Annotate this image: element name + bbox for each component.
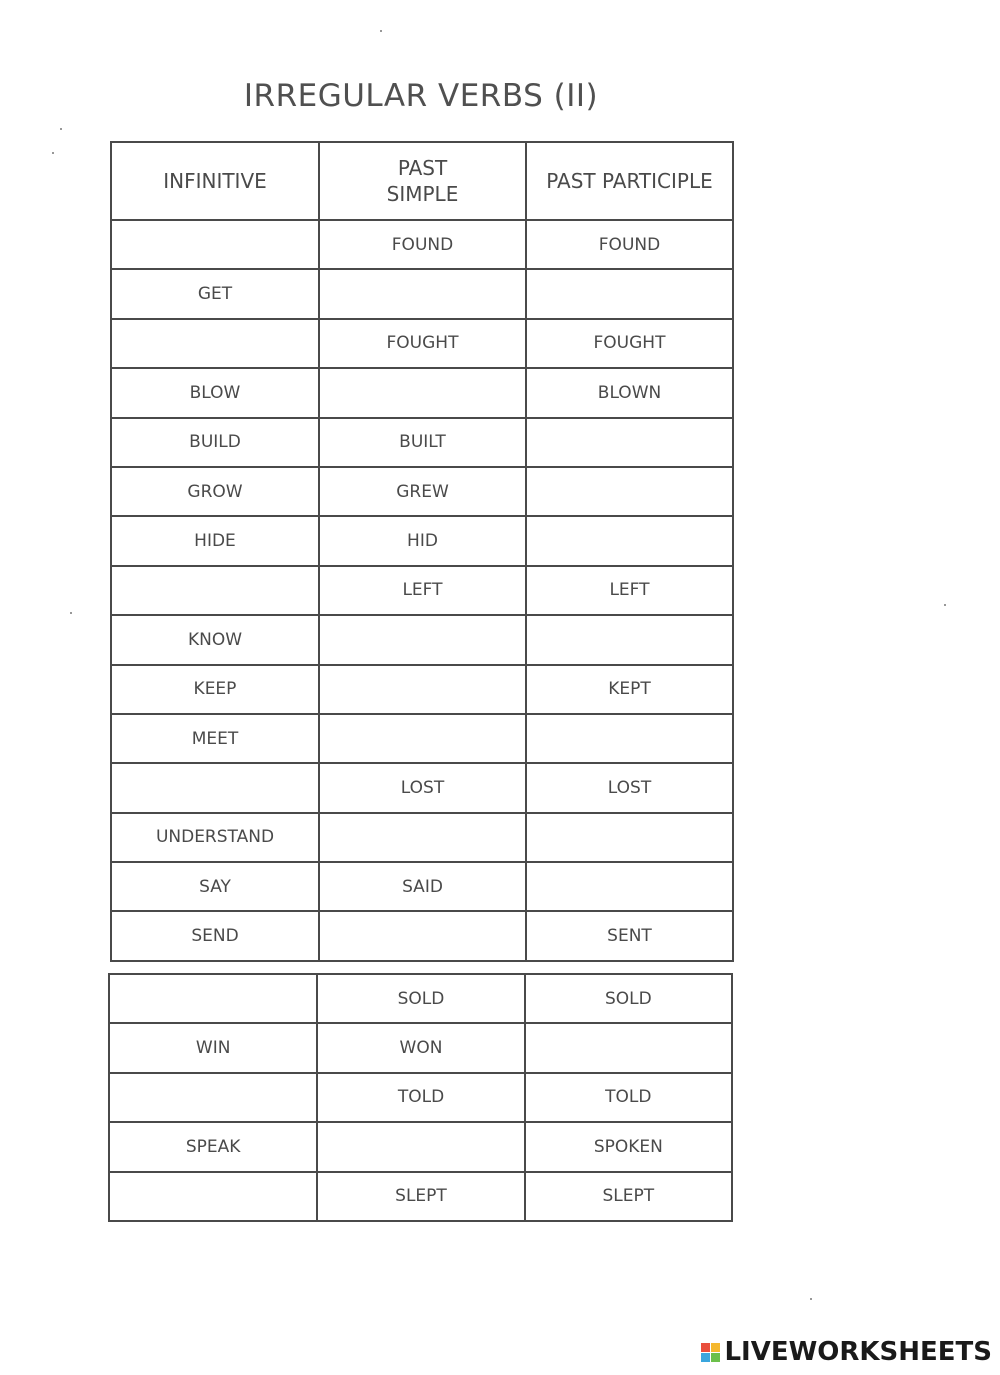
cell-infinitive: GROW: [111, 467, 319, 516]
cell-past-participle: SENT: [526, 911, 733, 960]
cell-past-participle: KEPT: [526, 665, 733, 714]
table-row: [111, 220, 733, 269]
liveworksheets-logo-icon: [701, 1343, 720, 1362]
cell-past-participle: [526, 862, 733, 911]
cell-past-simple: LOST: [319, 763, 526, 812]
cell-past-participle: [526, 714, 733, 763]
cell-past-simple: TOLD: [317, 1073, 524, 1122]
cell-infinitive: KEEP: [111, 665, 319, 714]
cell-past-simple: LEFT: [319, 566, 526, 615]
table-row: [111, 615, 733, 664]
table-row: [109, 1122, 732, 1171]
irregular-verbs-table-continued: [108, 973, 733, 1222]
cell-past-participle: [526, 269, 733, 318]
cell-past-simple: [319, 911, 526, 960]
cell-infinitive: HIDE: [111, 516, 319, 565]
cell-past-simple: SAID: [319, 862, 526, 911]
cell-past-participle: SOLD: [525, 974, 732, 1023]
cell-infinitive: MEET: [111, 714, 319, 763]
cell-past-simple: BUILT: [319, 418, 526, 467]
cell-past-simple: GREW: [319, 467, 526, 516]
cell-past-simple: FOUGHT: [319, 319, 526, 368]
table-row: [111, 368, 733, 417]
cell-past-simple: [319, 615, 526, 664]
cell-past-simple: SOLD: [317, 974, 524, 1023]
worksheet-title: IRREGULAR VERBS (II): [243, 78, 599, 114]
table-row: [111, 911, 733, 960]
cell-infinitive: SEND: [111, 911, 319, 960]
table-row: [111, 763, 733, 812]
cell-past-simple: FOUND: [319, 220, 526, 269]
cell-infinitive: BLOW: [111, 368, 319, 417]
cell-past-participle: SPOKEN: [525, 1122, 732, 1171]
cell-infinitive: [111, 319, 319, 368]
cell-past-participle: [526, 467, 733, 516]
cell-infinitive: [109, 1172, 317, 1221]
table-header-row: [111, 142, 733, 220]
cell-past-participle: BLOWN: [526, 368, 733, 417]
header-past-simple-line2: SIMPLE: [386, 182, 459, 206]
cell-past-participle: FOUGHT: [526, 319, 733, 368]
cell-past-simple: [317, 1122, 524, 1171]
irregular-verbs-table: [110, 141, 734, 962]
cell-infinitive: WIN: [109, 1023, 317, 1072]
cell-infinitive: BUILD: [111, 418, 319, 467]
cell-infinitive: UNDERSTAND: [111, 813, 319, 862]
table-row: [111, 269, 733, 318]
cell-past-participle: [526, 813, 733, 862]
table-row: [111, 467, 733, 516]
cell-past-participle: SLEPT: [525, 1172, 732, 1221]
cell-past-simple: HID: [319, 516, 526, 565]
table-row: [109, 1023, 732, 1072]
table-row: [109, 1073, 732, 1122]
liveworksheets-wordmark: LIVEWORKSHEETS: [724, 1337, 992, 1367]
header-past-participle: PAST PARTICIPLE: [526, 142, 733, 220]
cell-infinitive: [109, 1073, 317, 1122]
cell-past-participle: TOLD: [525, 1073, 732, 1122]
table-row: [111, 665, 733, 714]
cell-infinitive: GET: [111, 269, 319, 318]
table-row: [111, 516, 733, 565]
table-row: [111, 319, 733, 368]
cell-infinitive: KNOW: [111, 615, 319, 664]
cell-past-simple: WON: [317, 1023, 524, 1072]
cell-past-participle: LEFT: [526, 566, 733, 615]
cell-past-simple: [319, 368, 526, 417]
cell-past-participle: [525, 1023, 732, 1072]
liveworksheets-brand: [701, 1337, 992, 1367]
cell-past-simple: [319, 269, 526, 318]
cell-infinitive: SAY: [111, 862, 319, 911]
cell-past-simple: [319, 714, 526, 763]
header-past-simple-line1: PAST: [397, 156, 448, 180]
cell-infinitive: [111, 220, 319, 269]
cell-past-participle: [526, 418, 733, 467]
cell-past-participle: [526, 516, 733, 565]
cell-past-simple: [319, 813, 526, 862]
cell-infinitive: [111, 763, 319, 812]
cell-infinitive: [111, 566, 319, 615]
table-row: [111, 862, 733, 911]
table-row: [109, 1172, 732, 1221]
cell-past-simple: [319, 665, 526, 714]
header-past-simple: [319, 142, 526, 220]
cell-infinitive: [109, 974, 317, 1023]
table-row: [111, 566, 733, 615]
cell-past-simple: SLEPT: [317, 1172, 524, 1221]
table-row: [111, 418, 733, 467]
cell-infinitive: SPEAK: [109, 1122, 317, 1171]
header-infinitive: INFINITIVE: [111, 142, 319, 220]
cell-past-participle: LOST: [526, 763, 733, 812]
cell-past-participle: FOUND: [526, 220, 733, 269]
table-row: [109, 974, 732, 1023]
table-row: [111, 813, 733, 862]
table-row: [111, 714, 733, 763]
cell-past-participle: [526, 615, 733, 664]
